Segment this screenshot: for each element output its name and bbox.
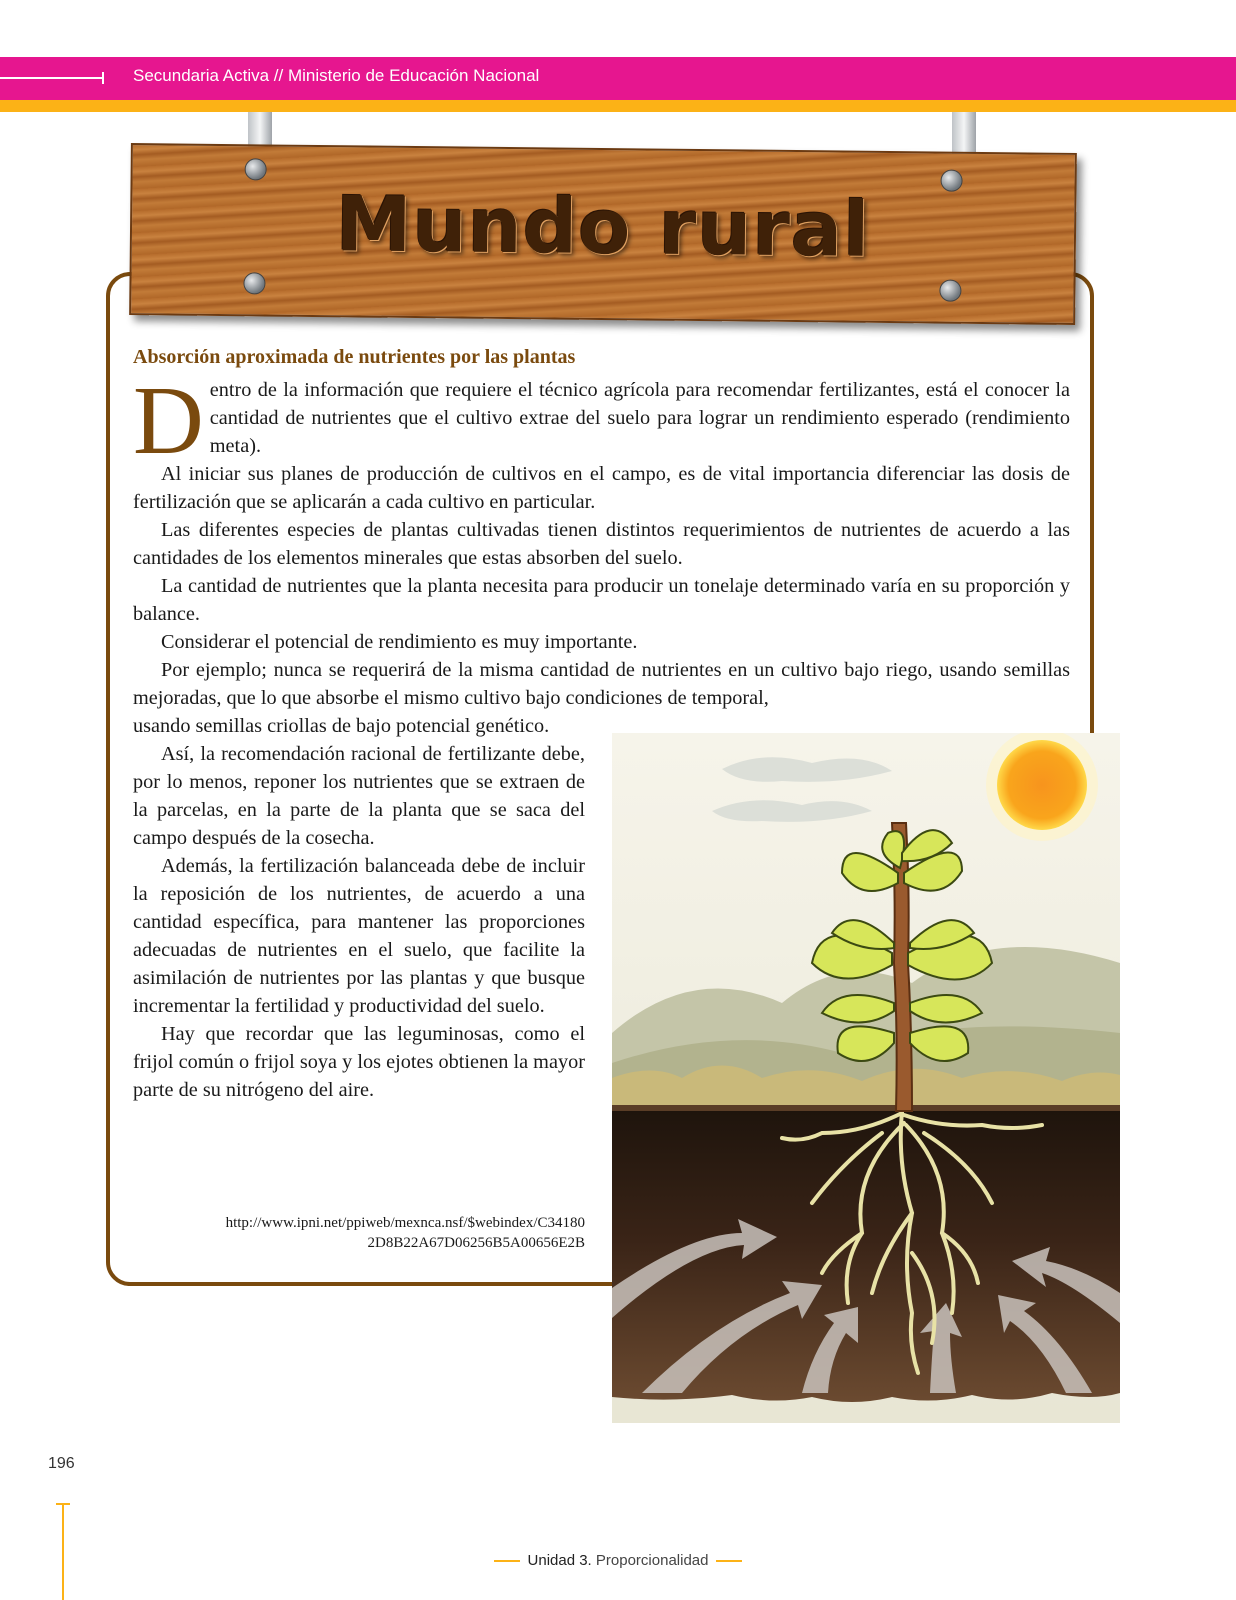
article-body-narrow bbox=[133, 712, 585, 1104]
footer bbox=[0, 1552, 1236, 1569]
footer-unit: Unidad 3. bbox=[527, 1552, 592, 1569]
series-title: Secundaria Activa // Ministerio de Educación Nacional bbox=[133, 66, 540, 85]
paragraph: Considerar el potencial de rendimiento es muy importante. bbox=[161, 631, 638, 653]
paragraph: Dentro de la información que requiere el técnico agrícola para recomendar fertilizantes, está el conocer la cantidad de nutrientes que el cultivo extrae del suelo para lograr un rendimiento esperado (rendimiento meta). bbox=[133, 367, 1070, 475]
bolt-icon bbox=[939, 280, 961, 302]
header-stripe bbox=[0, 100, 1236, 112]
bolt-icon bbox=[243, 272, 265, 294]
footer-rule-left bbox=[494, 1560, 520, 1562]
article-heading: Absorción aproximada de nutrientes por las plantas bbox=[133, 346, 576, 368]
drop-cap: D bbox=[133, 367, 204, 475]
paragraph: usando semillas criollas de bajo potencial genético. bbox=[133, 715, 550, 737]
ground-line bbox=[612, 1105, 1120, 1111]
page-number: 196 bbox=[48, 1455, 75, 1472]
paragraph: Hay que recordar que las leguminosas, como el frijol común o frijol soya y los ejotes obtienen la mayor parte de su nitrógeno del aire. bbox=[133, 1023, 585, 1101]
bolt-icon bbox=[245, 158, 267, 180]
wooden-sign bbox=[129, 143, 1077, 325]
article-body bbox=[133, 367, 1070, 712]
paragraph: Así, la recomendación racional de fertilizante debe, por lo menos, reponer los nutrientes que se extraen de la parcelas, en la parte de la planta que se saca del campo después de la cosecha. bbox=[133, 743, 585, 849]
source-url-line2: 2D8B22A67D06256B5A00656E2B bbox=[367, 1235, 585, 1251]
sun-icon bbox=[997, 740, 1087, 830]
plant-roots-illustration bbox=[612, 733, 1120, 1423]
header-rule bbox=[0, 77, 102, 79]
header-rule-tick bbox=[102, 72, 104, 84]
footer-topic: Proporcionalidad bbox=[595, 1552, 709, 1569]
paragraph: Al iniciar sus planes de producción de cultivos en el campo, es de vital importancia diferenciar las dosis de fertilización que se aplicarán a cada cultivo en particular. bbox=[133, 463, 1070, 513]
page-title: Mundo rural bbox=[335, 179, 871, 274]
footer-rule-right bbox=[716, 1560, 742, 1562]
paragraph: La cantidad de nutrientes que la planta necesita para producir un tonelaje determinado varía en su proporción y balance. bbox=[133, 575, 1070, 625]
paragraph: Por ejemplo; nunca se requerirá de la misma cantidad de nutrientes en un cultivo bajo riego, usando semillas mejoradas, que lo que absorbe el mismo cultivo bajo condiciones de temporal, bbox=[133, 659, 1070, 709]
paragraph: Las diferentes especies de plantas cultivadas tienen distintos requerimientos de nutrientes de acuerdo a las cantidades de los elementos minerales que estas absorben del suelo. bbox=[133, 519, 1070, 569]
source-citation bbox=[133, 1213, 585, 1253]
paragraph: Además, la fertilización balanceada debe de incluir la reposición de los nutrientes, de acuerdo a una cantidad específica, para mantener las proporciones adecuadas de nutrientes en el suelo, que facilite la asimilación de nutrientes por las plantas y que busque incrementar la fertilidad y productividad del suelo. bbox=[133, 855, 585, 1017]
source-url-line1: http://www.ipni.net/ppiweb/mexnca.nsf/$webindex/C34180 bbox=[225, 1215, 585, 1231]
